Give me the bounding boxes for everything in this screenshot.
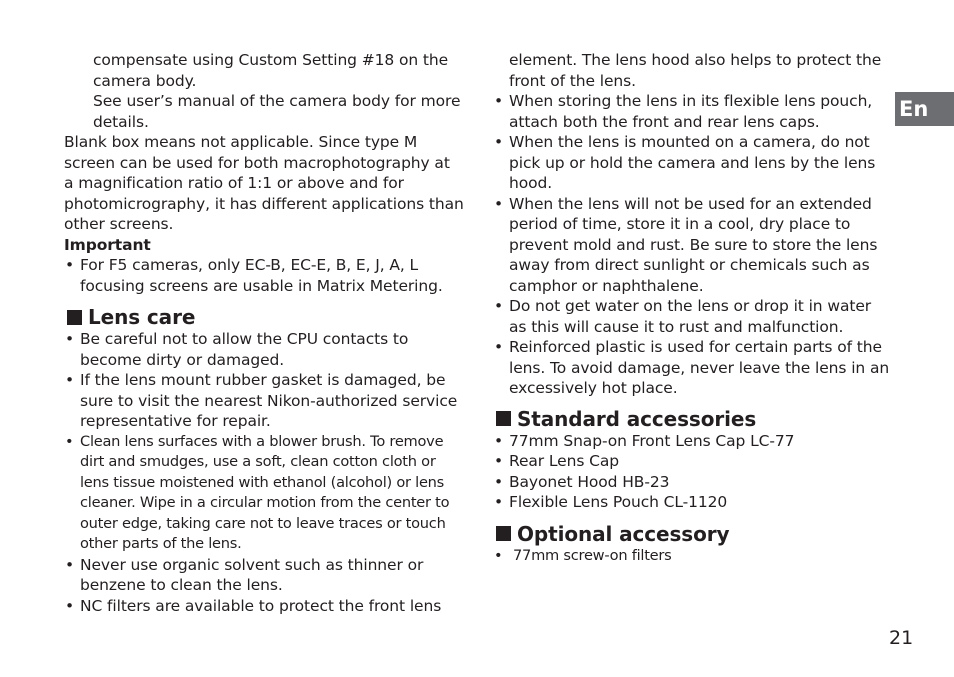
standard-accessories-heading (493, 407, 893, 431)
optional-accessory-title: Optional accessory (517, 521, 730, 546)
square-bullet-icon (67, 310, 82, 325)
important-item: • For F5 cameras, only EC-B, EC-E, B, E, J, A, L focusing screens are usable in Matrix Metering. (64, 255, 464, 296)
lens-care-item: • Never use organic solvent such as thinner or benzene to clean the lens. (64, 555, 464, 596)
lens-care-item: • When storing the lens in its flexible lens pouch, attach both the front and rear lens caps. (493, 91, 893, 132)
blank-box-note: Blank box means not applicable. Since type M screen can be used for both macrophotography at a magnification ratio of 1:1 or above and for photomicrography, it has different applications than other screens. (64, 133, 464, 233)
see-manual-note: See user’s manual of the camera body for more details. (93, 92, 461, 131)
lens-care-item: • When the lens is mounted on a camera, do not pick up or hold the camera and lens by the lens hood. (493, 132, 893, 194)
lens-care-item: • NC filters are available to protect the front lens (64, 596, 464, 617)
standard-accessory-item: • Flexible Lens Pouch CL-1120 (493, 492, 893, 513)
standard-accessories-list (493, 431, 893, 513)
lens-care-item: • Clean lens surfaces with a blower brush. To remove dirt and smudges, use a soft, clean cotton cloth or lens tissue moistened with ethanol (alcohol) or lens cleaner. Wipe in a circular motion from the center to outer edge, taking care not to leave traces or touch other parts of the lens. (64, 432, 464, 555)
optional-accessory-list (493, 546, 893, 567)
page-number: 21 (889, 627, 914, 649)
square-bullet-icon (496, 526, 511, 541)
lens-care-item: • Do not get water on the lens or drop it in water as this will cause it to rust and malfunction. (493, 296, 893, 337)
important-label: Important (64, 235, 151, 254)
lens-care-item: • Reinforced plastic is used for certain parts of the lens. To avoid damage, never leave the lens in an excessively hot place. (493, 337, 893, 399)
lens-care-item: • When the lens will not be used for an extended period of time, store it in a cool, dry place to prevent mold and rust. Be sure to store the lens away from direct sunlight or chemicals such as camphor or naphthalene. (493, 194, 893, 297)
standard-accessories-title: Standard accessories (517, 406, 757, 431)
standard-accessory-item: • Rear Lens Cap (493, 451, 893, 472)
optional-accessory-item: • 77mm screw-on filters (493, 546, 893, 567)
square-bullet-icon (496, 411, 511, 426)
lens-care-heading (64, 305, 464, 329)
lens-care-title: Lens care (88, 305, 196, 329)
language-tab: En (895, 92, 954, 126)
optional-accessory-heading (493, 522, 893, 546)
left-column (64, 50, 464, 616)
standard-accessory-item: • Bayonet Hood HB-23 (493, 472, 893, 493)
lens-care-list (64, 329, 464, 616)
right-column (493, 50, 893, 566)
standard-accessory-item: • 77mm Snap-on Front Lens Cap LC-77 (493, 431, 893, 452)
custom-setting-note: compensate using Custom Setting #18 on the camera body. (93, 51, 449, 90)
important-list (64, 255, 464, 296)
lens-care-item: • If the lens mount rubber gasket is damaged, be sure to visit the nearest Nikon-authorized service representative for repair. (64, 370, 464, 432)
lens-care-continuation: element. The lens hood also helps to protect the front of the lens. (509, 51, 882, 90)
lens-care-item: • Be careful not to allow the CPU contacts to become dirty or damaged. (64, 329, 464, 370)
lens-care-list-continued (493, 91, 893, 399)
